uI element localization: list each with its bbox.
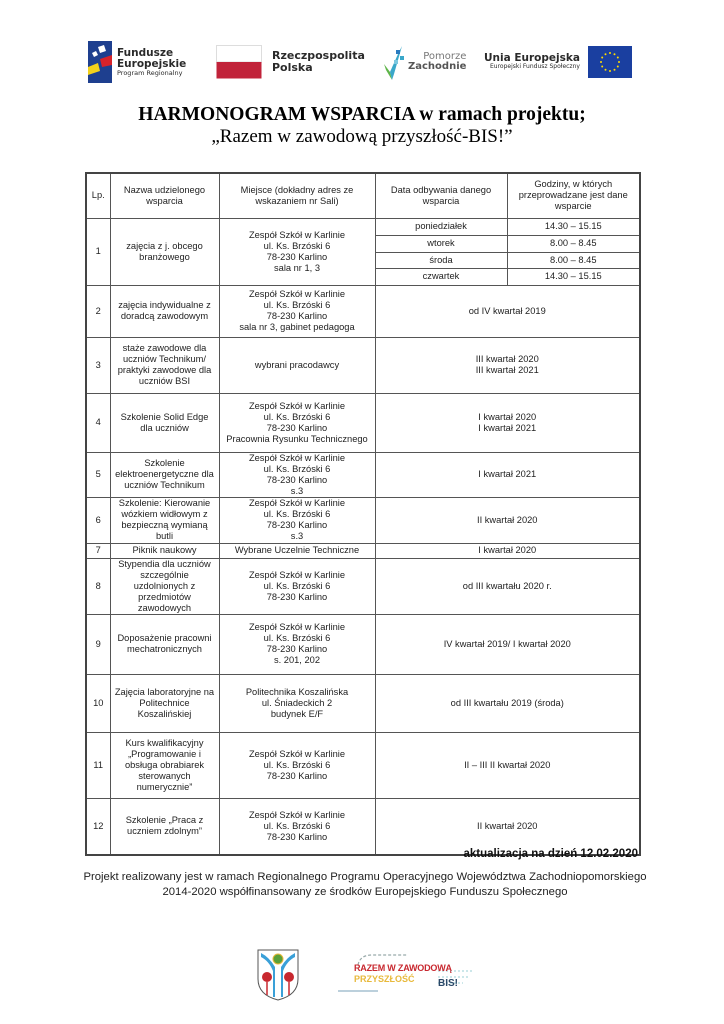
place-line: 78-230 Karlino [266, 311, 328, 321]
cell-lp: 11 [86, 732, 110, 798]
title-line2: „Razem w zawodową przyszłość-BIS!” [211, 126, 513, 147]
cell-place [219, 674, 375, 732]
cell-day: środa [375, 252, 507, 268]
header-logos [0, 40, 724, 90]
footer-logos [0, 945, 724, 1015]
cell-name: Szkolenie „Praca z uczniem zdolnym” [110, 798, 219, 855]
table-row [86, 614, 640, 674]
cell-lp: 4 [86, 393, 110, 452]
place-line: ul. Ks. Brzóski 6 [263, 509, 331, 519]
place-line: Zespół Szkół w Karlinie [248, 569, 346, 580]
cell-date [375, 732, 640, 798]
header-place: Miejsce (dokładny adres ze wskazaniem nr Sali) [219, 173, 375, 218]
cell-date [375, 497, 640, 543]
cell-day: wtorek [375, 235, 507, 252]
date-line: od IV kwartał 2019 [468, 305, 546, 316]
cell-place [219, 614, 375, 674]
cell-name: Piknik naukowy [110, 543, 219, 558]
cell-name: Zajęcia laboratoryjne na Politechnice Koszalińskiej [110, 674, 219, 732]
eu-flag-icon [588, 46, 632, 78]
place-line: 78-230 Karlino [266, 591, 328, 602]
cell-place [219, 337, 375, 393]
project-logo-line3: BIS! [438, 978, 458, 989]
table-row [86, 218, 640, 235]
fe-line1: Fundusze [117, 46, 174, 59]
cell-name: Szkolenie elektroenergetyczne dla uczniów Technikum [110, 452, 219, 497]
date-line: II – III II kwartał 2020 [464, 759, 551, 770]
pz-line1: Pomorze [423, 50, 467, 62]
cell-date [375, 558, 640, 614]
place-line: 78-230 Karlino [266, 644, 328, 654]
logo-unia-europejska [484, 40, 632, 84]
table-row [86, 393, 640, 452]
cell-hours: 8.00 – 8.45 [507, 235, 640, 252]
cell-place [219, 798, 375, 855]
cell-hours: 14.30 – 15.15 [507, 218, 640, 235]
cell-name: Szkolenie: Kierowanie wózkiem widłowym z bezpieczną wymianą butli [110, 497, 219, 543]
date-line: IV kwartał 2019/ I kwartał 2020 [443, 638, 571, 649]
date-line: II kwartał 2020 [477, 820, 538, 831]
cell-hours: 8.00 – 8.45 [507, 252, 640, 268]
place-line: ul. Ks. Brzóski 6 [263, 580, 331, 591]
cell-place [219, 452, 375, 497]
cell-date [375, 337, 640, 393]
cell-place [219, 218, 375, 285]
schedule-table [85, 172, 641, 856]
place-line: Zespół Szkół w Karlinie [248, 289, 346, 299]
place-line: Zespół Szkół w Karlinie [248, 452, 346, 463]
place-line: 78-230 Karlino [266, 520, 328, 530]
date-line: I kwartał 2020 [478, 545, 537, 555]
cell-name: staże zawodowe dla uczniów Technikum/ praktyki zawodowe dla uczniów BSI [110, 337, 219, 393]
logo-fundusze-europejskie [88, 40, 186, 84]
place-line: ul. Ks. Brzóski 6 [263, 463, 331, 474]
place-line: 78-230 Karlino [266, 251, 328, 262]
place-line: 78-230 Karlino [266, 422, 328, 433]
logo-project [338, 951, 478, 997]
update-note: aktualizacja na dzień 12.02.2020 [463, 848, 638, 860]
table-row [86, 285, 640, 337]
logo-pomorze-zachodnie [384, 40, 466, 84]
table-row [86, 674, 640, 732]
place-line: 78-230 Karlino [266, 474, 328, 485]
polish-flag-icon [216, 45, 262, 79]
rp-line2: Polska [272, 61, 313, 74]
date-line: I kwartał 2020 [478, 411, 537, 422]
cell-place [219, 285, 375, 337]
place-line: ul. Ks. Brzóski 6 [263, 759, 331, 770]
cell-name: Kurs kwalifikacyjny „Programowanie i obsługa obrabiarek sterowanych numerycznie” [110, 732, 219, 798]
ue-line1: Unia Europejska [484, 52, 580, 65]
place-line: ul. Ks. Brzóski 6 [263, 300, 331, 310]
place-line: s.3 [290, 485, 304, 496]
place-line: ul. Ks. Brzóski 6 [263, 633, 331, 643]
date-line: od III kwartału 2019 (środa) [450, 697, 564, 708]
table-body [86, 285, 640, 855]
title-line1: HARMONOGRAM WSPARCIA w ramach projektu; [138, 104, 586, 125]
place-line: ul. Ks. Brzóski 6 [263, 820, 331, 831]
place-line: s. 201, 202 [273, 655, 320, 665]
date-line: I kwartał 2021 [478, 422, 537, 433]
place-line: wybrani pracodawcy [254, 359, 340, 370]
table-row [86, 798, 640, 855]
date-line: III kwartał 2021 [475, 365, 539, 375]
place-line: Zespół Szkół w Karlinie [248, 498, 346, 508]
place-line: ul. Śniadeckich 2 [261, 697, 333, 708]
table-row [86, 452, 640, 497]
place-line: Zespół Szkół w Karlinie [248, 809, 346, 820]
date-line: II kwartał 2020 [477, 514, 538, 525]
table-row [86, 337, 640, 393]
cell-lp: 12 [86, 798, 110, 855]
fe-line3: Program Regionalny [117, 68, 183, 77]
cell-lp: 3 [86, 337, 110, 393]
karlino-coat-of-arms-icon [257, 949, 299, 1001]
project-logo-line1: RAZEM W ZAWODOWĄ [354, 963, 452, 973]
cell-date [375, 393, 640, 452]
ue-line2: Europejski Fundusz Społeczny [489, 63, 580, 71]
pz-line2: Zachodnie [408, 61, 467, 72]
cell-place [219, 558, 375, 614]
place-line: Zespół Szkół w Karlinie [248, 229, 346, 240]
cell-lp: 6 [86, 497, 110, 543]
cell-name: Stypendia dla uczniów szczególnie uzdolnionych z przedmiotów zawodowych [110, 558, 219, 614]
place-line: Zespół Szkół w Karlinie [248, 400, 346, 411]
cell-date [375, 674, 640, 732]
cell-date [375, 543, 640, 558]
date-line: I kwartał 2021 [478, 469, 537, 479]
fe-line2: Europejskie [117, 57, 187, 70]
cell-place [219, 497, 375, 543]
cell-date [375, 452, 640, 497]
cell-lp: 2 [86, 285, 110, 337]
place-line: Wybrane Uczelnie Techniczne [234, 545, 360, 555]
place-line: sala nr 3, gabinet pedagoga [239, 322, 355, 332]
header-lp: Lp. [86, 173, 110, 218]
table-header-row [86, 173, 640, 218]
header-date: Data odbywania danego wsparcia [375, 173, 507, 218]
cell-lp: 8 [86, 558, 110, 614]
table-row [86, 543, 640, 558]
pomorze-zachodnie-icon [384, 44, 406, 80]
cell-date [375, 285, 640, 337]
cell-day: poniedziałek [375, 218, 507, 235]
rp-line1: Rzeczpospolita [272, 49, 365, 63]
cell-place [219, 732, 375, 798]
cell-name: Szkolenie Solid Edge dla uczniów [110, 393, 219, 452]
cell-lp: 5 [86, 452, 110, 497]
footer-note: Projekt realizowany jest w ramach Regionalnego Programu Operacyjnego Województwa Zachodniopomorskiego 2014-2020 współfinansowany ze środków Europejskiego Funduszu Społecznego [83, 871, 647, 898]
cell-place [219, 543, 375, 558]
table-row [86, 732, 640, 798]
place-line: 78-230 Karlino [266, 770, 328, 781]
logo-rzeczpospolita-polska [216, 40, 365, 84]
table-row [86, 558, 640, 614]
date-line: od III kwartału 2020 r. [462, 580, 552, 591]
place-line: Zespół Szkół w Karlinie [248, 622, 346, 632]
cell-lp: 10 [86, 674, 110, 732]
place-line: s.3 [290, 531, 304, 541]
cell-name: Doposażenie pracowni mechatronicznych [110, 614, 219, 674]
place-line: budynek E/F [270, 708, 324, 719]
cell-name: zajęcia indywidualne z doradcą zawodowym [110, 285, 219, 337]
place-line: ul. Ks. Brzóski 6 [263, 240, 331, 251]
date-line: III kwartał 2020 [475, 354, 539, 364]
cell-lp: 9 [86, 614, 110, 674]
place-line: Pracownia Rysunku Technicznego [226, 433, 368, 444]
cell-date [375, 614, 640, 674]
place-line: Politechnika Koszalińska [245, 686, 349, 697]
header-name: Nazwa udzielonego wsparcia [110, 173, 219, 218]
place-line: sala nr 1, 3 [274, 262, 320, 273]
fundusze-europejskie-icon [88, 41, 112, 83]
cell-place [219, 393, 375, 452]
cell-day: czwartek [375, 268, 507, 285]
document-title [0, 104, 724, 148]
cell-lp: 1 [86, 218, 110, 285]
project-logo-line2: PRZYSZŁOŚĆ [354, 974, 415, 984]
place-line: ul. Ks. Brzóski 6 [263, 411, 331, 422]
cell-name: zajęcia z j. obcego branżowego [110, 218, 219, 285]
table-row [86, 497, 640, 543]
cell-hours: 14.30 – 15.15 [507, 268, 640, 285]
cell-lp: 7 [86, 543, 110, 558]
cell-date [375, 798, 640, 855]
place-line: 78-230 Karlino [266, 831, 328, 842]
place-line: Zespół Szkół w Karlinie [248, 748, 346, 759]
header-hours: Godziny, w których przeprowadzane jest dane wsparcie [507, 173, 640, 218]
